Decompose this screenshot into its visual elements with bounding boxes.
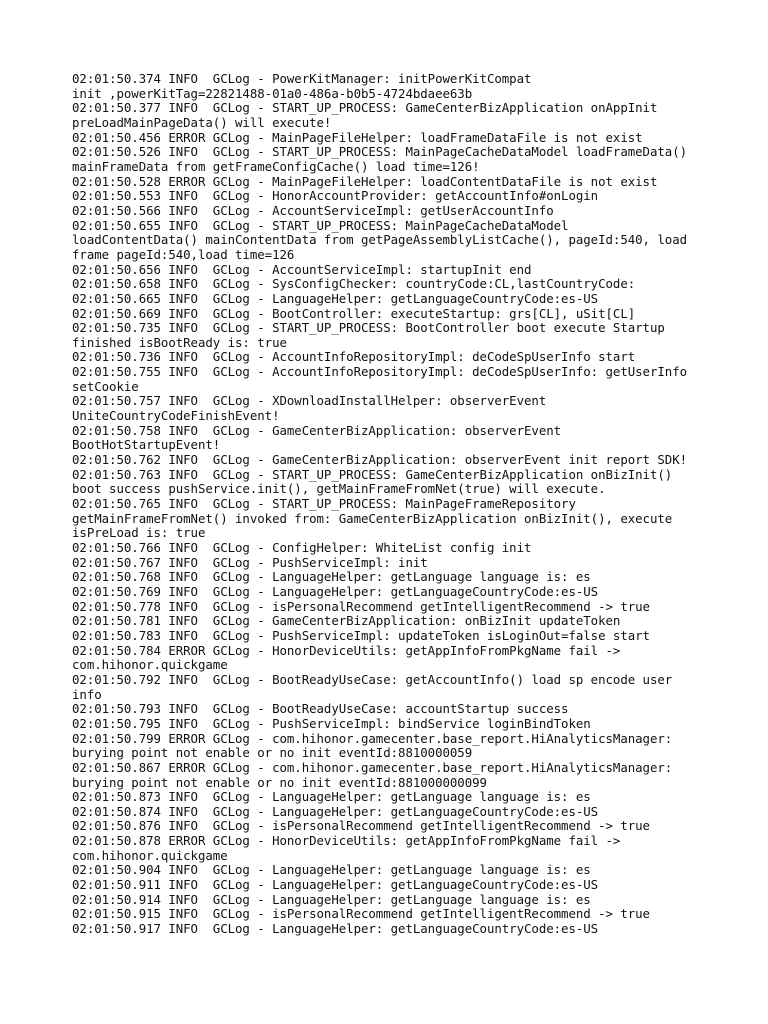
log-line: 02:01:50.736 INFO GCLog - AccountInfoRepositoryImpl: deCodeSpUserInfo start — [72, 349, 636, 365]
log-line: getMainFrameFromNet() invoked from: GameCenterBizApplication onBizInit(), execute — [72, 510, 673, 526]
log-line: 02:01:50.669 INFO GCLog - BootController: executeStartup: grs[CL], uSit[CL] — [72, 305, 636, 321]
log-line: 02:01:50.904 INFO GCLog - LanguageHelper: getLanguage language is: es — [72, 862, 591, 878]
log-line: 02:01:50.873 INFO GCLog - LanguageHelper: getLanguage language is: es — [72, 789, 591, 805]
log-line: 02:01:50.914 INFO GCLog - LanguageHelper: getLanguage language is: es — [72, 891, 591, 907]
log-line: mainFrameData from getFrameConfigCache() load time=126! — [72, 158, 480, 174]
log-line: 02:01:50.757 INFO GCLog - XDownloadInstallHelper: observerEvent — [72, 393, 547, 409]
log-line: 02:01:50.911 INFO GCLog - LanguageHelper: getLanguageCountryCode:es-US — [72, 877, 599, 893]
log-line: frame pageId:540,load time=126 — [72, 246, 295, 262]
log-line: 02:01:50.763 INFO GCLog - START_UP_PROCESS: GameCenterBizApplication onBizInit() — [72, 466, 673, 482]
log-line: 02:01:50.917 INFO GCLog - LanguageHelper: getLanguageCountryCode:es-US — [72, 921, 599, 937]
log-line: 02:01:50.665 INFO GCLog - LanguageHelper: getLanguageCountryCode:es-US — [72, 290, 599, 306]
log-line: 02:01:50.778 INFO GCLog - isPersonalRecommend getIntelligentRecommend -> true — [72, 598, 650, 614]
log-line: isPreLoad is: true — [72, 525, 206, 541]
log-line: 02:01:50.768 INFO GCLog - LanguageHelper: getLanguage language is: es — [72, 569, 591, 585]
log-line: burying point not enable or no init eventId:8810000059 — [72, 745, 473, 761]
log-text-block — [72, 72, 712, 937]
log-line: 02:01:50.566 INFO GCLog - AccountServiceImpl: getUserAccountInfo — [72, 202, 554, 218]
log-line: 02:01:50.878 ERROR GCLog - HonorDeviceUtils: getAppInfoFromPkgName fail -> — [72, 833, 621, 849]
log-line: 02:01:50.783 INFO GCLog - PushServiceImpl: updateToken isLoginOut=false start — [72, 627, 650, 643]
log-line: 02:01:50.758 INFO GCLog - GameCenterBizApplication: observerEvent — [72, 422, 562, 438]
log-line: 02:01:50.658 INFO GCLog - SysConfigChecker: countryCode:CL,lastCountryCode: — [72, 276, 636, 292]
log-line: 02:01:50.793 INFO GCLog - BootReadyUseCase: accountStartup success — [72, 701, 569, 717]
log-line: 02:01:50.755 INFO GCLog - AccountInfoRepositoryImpl: deCodeSpUserInfo: getUserInfo — [72, 364, 688, 380]
log-line: 02:01:50.528 ERROR GCLog - MainPageFileHelper: loadContentDataFile is not exist — [72, 173, 658, 189]
log-line: 02:01:50.765 INFO GCLog - START_UP_PROCESS: MainPageFrameRepository — [72, 496, 576, 512]
log-line: setCookie — [72, 378, 139, 394]
log-line: 02:01:50.735 INFO GCLog - START_UP_PROCESS: BootController boot execute Startup — [72, 320, 665, 336]
log-line: 02:01:50.762 INFO GCLog - GameCenterBizApplication: observerEvent init report SDK! — [72, 452, 688, 468]
log-line: burying point not enable or no init eventId:881000000099 — [72, 774, 487, 790]
log-line: 02:01:50.795 INFO GCLog - PushServiceImpl: bindService loginBindToken — [72, 715, 591, 731]
log-line: 02:01:50.553 INFO GCLog - HonorAccountProvider: getAccountInfo#onLogin — [72, 188, 599, 204]
log-line: info — [72, 686, 102, 702]
log-line: 02:01:50.867 ERROR GCLog - com.hihonor.gamecenter.base_report.HiAnalyticsManager: — [72, 759, 673, 775]
log-line: 02:01:50.769 INFO GCLog - LanguageHelper: getLanguageCountryCode:es-US — [72, 583, 599, 599]
log-line: 02:01:50.781 INFO GCLog - GameCenterBizApplication: onBizInit updateToken — [72, 613, 621, 629]
log-line: 02:01:50.915 INFO GCLog - isPersonalRecommend getIntelligentRecommend -> true — [72, 906, 650, 922]
log-line: 02:01:50.766 INFO GCLog - ConfigHelper: WhiteList config init — [72, 540, 532, 555]
log-line: 02:01:50.377 INFO GCLog - START_UP_PROCESS: GameCenterBizApplication onAppInit — [72, 100, 658, 116]
log-line: 02:01:50.876 INFO GCLog - isPersonalRecommend getIntelligentRecommend -> true — [72, 818, 650, 834]
log-line: UniteCountryCodeFinishEvent! — [72, 408, 280, 424]
log-line: 02:01:50.792 INFO GCLog - BootReadyUseCase: getAccountInfo() load sp encode user — [72, 671, 673, 687]
log-line: init ,powerKitTag=22821488-01a0-486a-b0b5-4724bdaee63b — [72, 85, 473, 101]
log-line: com.hihonor.quickgame — [72, 847, 228, 863]
log-line: 02:01:50.656 INFO GCLog - AccountServiceImpl: startupInit end — [72, 261, 532, 277]
log-line: 02:01:50.655 INFO GCLog - START_UP_PROCESS: MainPageCacheDataModel — [72, 217, 569, 233]
log-line: com.hihonor.quickgame — [72, 657, 228, 673]
log-line: BootHotStartupEvent! — [72, 437, 221, 453]
log-line: boot success pushService.init(), getMainFrameFromNet(true) will execute. — [72, 481, 606, 497]
log-line: 02:01:50.767 INFO GCLog - PushServiceImpl: init — [72, 554, 428, 570]
log-line: finished isBootReady is: true — [72, 334, 287, 350]
log-line: 02:01:50.799 ERROR GCLog - com.hihonor.gamecenter.base_report.HiAnalyticsManager: — [72, 730, 673, 746]
log-line: 02:01:50.526 INFO GCLog - START_UP_PROCESS: MainPageCacheDataModel loadFrameData() — [72, 144, 688, 160]
log-line: preLoadMainPageData() will execute! — [72, 114, 332, 130]
log-line: 02:01:50.784 ERROR GCLog - HonorDeviceUtils: getAppInfoFromPkgName fail -> — [72, 642, 621, 658]
log-line: 02:01:50.374 INFO GCLog - PowerKitManager: initPowerKitCompat — [72, 71, 532, 86]
log-line: loadContentData() mainContentData from getPageAssemblyListCache(), pageId:540, load — [72, 232, 688, 248]
log-line: 02:01:50.874 INFO GCLog - LanguageHelper: getLanguageCountryCode:es-US — [72, 803, 599, 819]
log-line: 02:01:50.456 ERROR GCLog - MainPageFileHelper: loadFrameDataFile is not exist — [72, 129, 643, 145]
